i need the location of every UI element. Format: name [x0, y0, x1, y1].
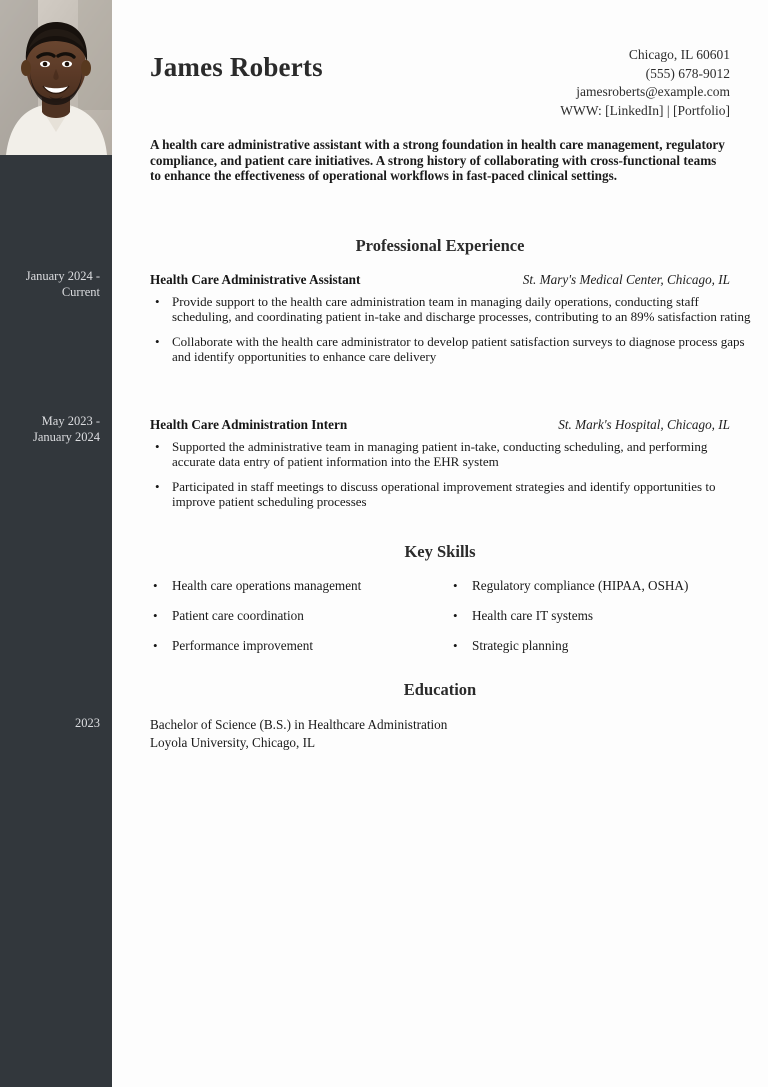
job-bullets-1: [150, 439, 752, 519]
skills-column-right: [450, 578, 740, 668]
list-item: • Patient care coordination: [150, 608, 430, 623]
contact-links[interactable]: WWW: [LinkedIn] | [Portfolio]: [560, 102, 730, 118]
sidebar-date-experience-1: May 2023 - January 2024: [33, 414, 100, 444]
sidebar: [0, 0, 112, 1087]
contact-phone[interactable]: (555) 678-9012: [645, 65, 730, 81]
list-item: • Performance improvement: [150, 638, 430, 653]
job-company-1: St. Mark's Hospital, Chicago, IL: [558, 417, 730, 432]
list-item: • Health care IT systems: [450, 608, 740, 623]
contact-email[interactable]: jamesroberts@example.com: [576, 84, 730, 99]
list-item: • Participated in staff meetings to discuss operational improvement strategies and identify opportunities to improve patient scheduling processes: [172, 479, 752, 510]
job-company-0: St. Mary's Medical Center, Chicago, IL: [522, 272, 730, 287]
list-item: • Regulatory compliance (HIPAA, OSHA): [450, 578, 740, 593]
education-school: Loyola University, Chicago, IL: [150, 735, 316, 750]
section-title-skills: Key Skills: [404, 542, 476, 561]
list-item: • Health care operations management: [150, 578, 430, 593]
list-item: • Provide support to the health care administration team in managing daily operations, conducting staff scheduling, and coordinating patient in-take and discharge processes, contributing to an 89% satisfaction rating: [172, 294, 752, 325]
job-bullets-0: [150, 294, 752, 374]
list-item: • Supported the administrative team in managing patient in-take, conducting scheduling, and performing accurate data entry of patient information into the EHR system: [172, 439, 752, 470]
profile-photo: [0, 0, 112, 155]
contact-info: [560, 46, 730, 120]
skills-column-left: [150, 578, 430, 668]
sidebar-date-education: 2023: [75, 716, 100, 730]
sidebar-date-experience-0: January 2024 - Current: [25, 269, 100, 299]
job-title-0: Health Care Administrative Assistant: [150, 272, 361, 287]
section-title-education: Education: [403, 680, 477, 699]
professional-summary: A health care administrative assistant with a strong foundation in health care management, regulatory compliance, and patient care initiatives. A strong history of collaborating with cross-functional teams to enhance the effectiveness of operational workflows in fast-paced clinical settings.: [150, 137, 725, 184]
education-degree: Bachelor of Science (B.S.) in Healthcare Administration: [150, 717, 448, 732]
section-title-experience: Professional Experience: [355, 236, 525, 255]
page-title: James Roberts: [150, 52, 323, 82]
list-item: • Collaborate with the health care administrator to develop patient satisfaction surveys to diagnose process gaps and identify opportunities to enhance care delivery: [172, 334, 752, 365]
main-content: [112, 0, 768, 1087]
job-title-1: Health Care Administration Intern: [150, 417, 348, 432]
contact-location: Chicago, IL 60601: [628, 47, 730, 62]
list-item: • Strategic planning: [450, 638, 740, 653]
